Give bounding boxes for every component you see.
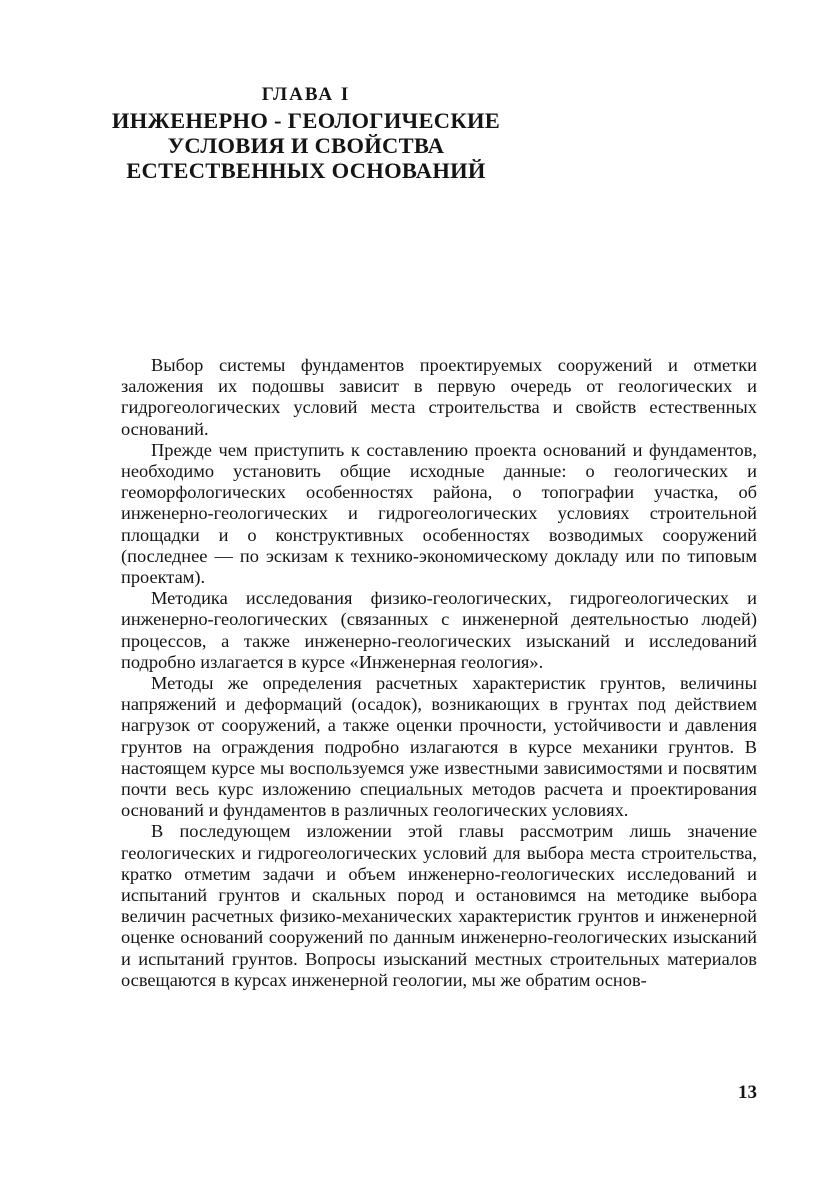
paragraph: Методика исследования физико-геологических, гидрогеологических и инженерно-геологических (связанных с инженерной деятельностью людей) процессов, а также инженерно-геологических изысканий и исследований подробно излагается в курсе «Инженерная геология».	[121, 588, 757, 672]
chapter-label: ГЛАВА I	[261, 84, 351, 105]
body-text	[121, 355, 757, 991]
chapter-title-line: УСЛОВИЯ И СВОЙСТВА	[167, 133, 445, 158]
paragraph: Выбор системы фундаментов проектируемых сооружений и отметки заложения их подошвы зависит в первую очередь от геологических и гидрогеологических условий места строительства и свойств естественных оснований.	[121, 355, 757, 439]
paragraph: Прежде чем приступить к составлению проекта оснований и фундаментов, необходимо установить общие исходные данные: о геологических и геоморфологических особенностях района, о топографии участка, об инженерно-геологических и гидрогеологических условиях строительной площадки и о конструктивных особенностях возводимых сооружений (последнее — по эскизам к технико-экономическому докладу или по типовым проектам).	[121, 439, 757, 588]
chapter-title	[96, 108, 516, 183]
page-number: 13	[738, 1082, 757, 1103]
paragraph: Методы же определения расчетных характеристик грунтов, величины напряжений и деформаций (осадок), возникающих в грунтах под действием нагрузок от сооружений, а также оценки прочности, устойчивости и давления грунтов на ограждения подробно излагаются в курсе механики грунтов. В настоящем курсе мы воспользуемся уже известными зависимостями и посвятим почти весь курс изложению специальных методов расчета и проектирования оснований и фундаментов в различных геологических условиях.	[121, 673, 757, 821]
chapter-title-line: ИНЖЕНЕРНО - ГЕОЛОГИЧЕСКИЕ	[111, 108, 501, 133]
chapter-title-line: ЕСТЕСТВЕННЫХ ОСНОВАНИЙ	[126, 158, 486, 183]
paragraph: В последующем изложении этой главы рассмотрим лишь значение геологических и гидрогеологических условий для выбора места строительства, кратко отметим задачи и объем инженерно-геологических исследований и испытаний грунтов и скальных пород и остановимся на методике выбора величин расчетных физико-механических характеристик грунтов и инженерной оценке оснований сооружений по данным инженерно-геологических изысканий и испытаний грунтов. Вопросы изысканий местных строительных материалов освещаются в курсах инженерной геологии, мы же обратим основ-	[121, 821, 757, 990]
